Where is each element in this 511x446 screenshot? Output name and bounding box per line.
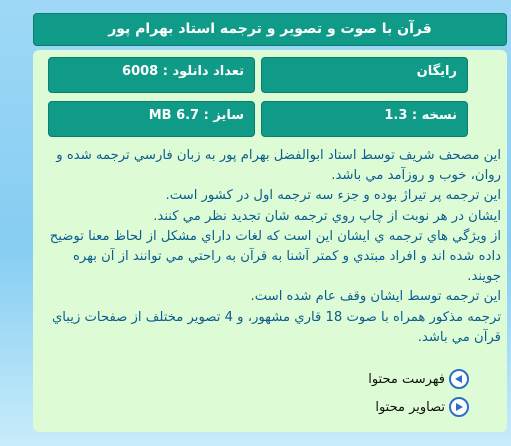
- description-line: اين مصحف شريف توسط استاد ابوالفضل بهرام پور به زبان فارسي ترجمه شده و روان، خوب و روزآمد مي باشد.: [56, 148, 501, 184]
- contents-images-link[interactable]: [375, 395, 469, 419]
- page-title: قرآن با صوت و تصوير و ترجمه استاد بهرام پور: [33, 13, 507, 46]
- description-line: از ويژگي هاي ترجمه ي ايشان اين است كه لغات داراي مشكل از لحاظ معنا توضيح داده شده اند و افراد مبتدي و كمتر آشنا به قرآن به راحتي مي توانند از آن بهره جويند.: [49, 228, 501, 285]
- description-line: ترجمه مذكور همراه با صوت 18 قاري مشهور، و 4 تصوير مختلف از صفحات زيباي قرآن مي باشد.: [51, 309, 501, 345]
- contents-list-link[interactable]: [368, 367, 469, 391]
- size-label: سايز : 6.7 MB: [48, 101, 255, 137]
- version-label: نسخه : 1.3: [261, 101, 468, 137]
- contents-list-label: فهرست محتوا: [368, 371, 445, 387]
- play-left-icon: [449, 369, 469, 389]
- description-line: ايشان در هر نوبت از چاپ روي ترجمه شان تجديد نظر مي كنند.: [153, 208, 501, 224]
- description-line: اين ترجمه پر تيراژ بوده و جزء سه ترجمه اول در كشور است.: [165, 188, 501, 204]
- contents-images-label: تصاوير محتوا: [375, 399, 445, 415]
- play-right-icon: [449, 397, 469, 417]
- download-count: تعداد دانلود : 6008: [48, 57, 255, 93]
- description: [38, 146, 501, 348]
- price-badge: رايگان: [261, 57, 468, 93]
- description-line: اين ترجمه توسط ايشان وقف عام شده است.: [250, 289, 501, 305]
